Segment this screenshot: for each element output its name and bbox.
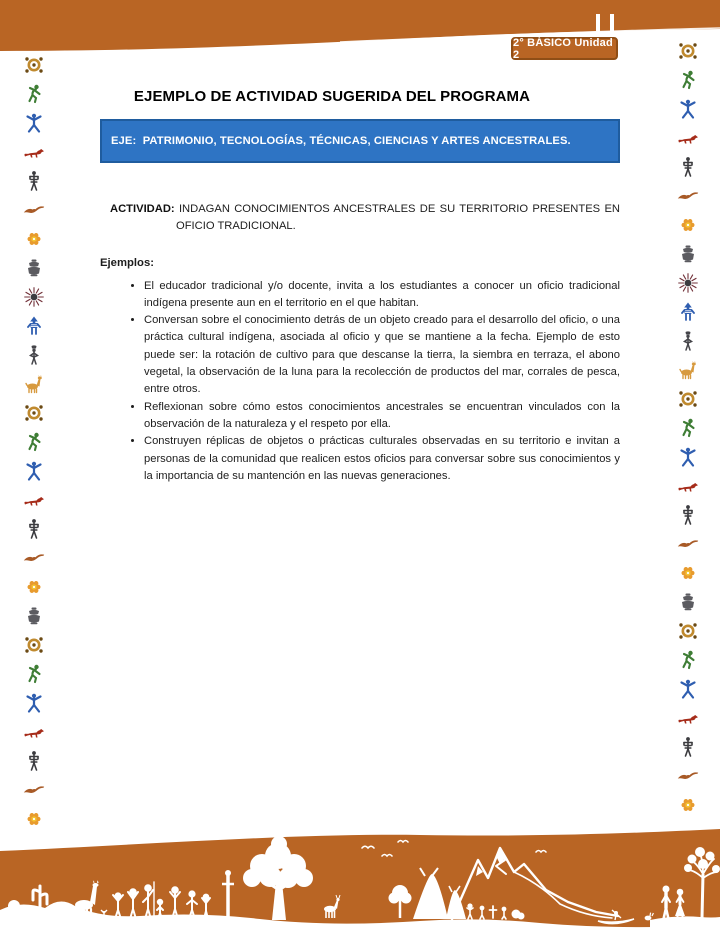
flower-icon — [677, 214, 699, 236]
sun-cross-icon — [23, 402, 45, 424]
condor-icon — [677, 765, 699, 787]
fox-icon — [677, 475, 699, 497]
activity-label: ACTIVIDAD: — [110, 203, 175, 215]
jar-carrier-icon — [677, 330, 699, 352]
flower-icon — [23, 808, 45, 830]
dancer-icon — [677, 417, 699, 439]
flower-icon — [23, 576, 45, 598]
activity-statement — [110, 201, 620, 236]
condor-icon — [23, 547, 45, 569]
llama-icon — [23, 373, 45, 395]
anthropomorph-icon — [23, 692, 45, 714]
sun-star-icon — [23, 286, 45, 308]
person-icon — [677, 156, 699, 178]
flower-icon — [23, 228, 45, 250]
examples-label: Ejemplos: — [100, 256, 154, 269]
jar-carrier-icon — [23, 344, 45, 366]
fox-icon — [677, 707, 699, 729]
sun-star-icon — [677, 272, 699, 294]
fox-icon — [23, 489, 45, 511]
fox-icon — [23, 141, 45, 163]
anthropomorph-icon — [677, 678, 699, 700]
footer-landscape — [0, 826, 720, 932]
anthropomorph-hat-icon — [677, 301, 699, 323]
person-icon — [23, 170, 45, 192]
sun-cross-icon — [677, 40, 699, 62]
dancer-icon — [677, 69, 699, 91]
sun-cross-icon — [677, 620, 699, 642]
anthropomorph-icon — [23, 460, 45, 482]
person-icon — [677, 504, 699, 526]
sun-cross-icon — [677, 388, 699, 410]
dancer-icon — [23, 83, 45, 105]
condor-icon — [677, 185, 699, 207]
eje-banner — [100, 119, 620, 163]
condor-icon — [23, 779, 45, 801]
person-icon — [23, 750, 45, 772]
fox-icon — [677, 127, 699, 149]
page-title: EJEMPLO DE ACTIVIDAD SUGERIDA DEL PROGRAMA — [133, 88, 531, 105]
examples-list — [100, 278, 620, 486]
vase-icon — [677, 591, 699, 613]
fox-icon — [23, 721, 45, 743]
main-content — [100, 0, 620, 485]
example-item: • Conversan sobre el conocimiento detrás de un objeto creado para el desarrollo del oficio, o una práctica cultural indígena, asociada al oficio y que se mantiene a la fecha. Ejemplo de esto puede ser: la rotación de cultivo para que descanse la tierra, la siembra en terraza, el abono vegetal, la observación de la luna para la recolección de productos del mar, corrales de pesca, entre otros. — [144, 312, 620, 398]
right-icon-column — [677, 40, 699, 816]
dancer-icon — [23, 663, 45, 685]
vase-icon — [677, 243, 699, 265]
llama-icon — [677, 359, 699, 381]
dancer-icon — [677, 649, 699, 671]
activity-text: INDAGAN CONOCIMIENTOS ANCESTRALES DE SU TERRITORIO PRESENTES EN OFICIO TRADICIONAL. — [176, 203, 620, 233]
condor-icon — [677, 533, 699, 555]
condor-icon — [23, 199, 45, 221]
sun-cross-icon — [23, 54, 45, 76]
anthropomorph-icon — [677, 98, 699, 120]
vase-icon — [23, 257, 45, 279]
eje-banner-label: EJE: PATRIMONIO, TECNOLOGÍAS, TÉCNICAS, CIENCIAS Y ARTES ANCESTRALES. — [111, 135, 571, 147]
anthropomorph-hat-icon — [23, 315, 45, 337]
flower-icon — [677, 562, 699, 584]
person-icon — [677, 736, 699, 758]
example-item: • Reflexionan sobre cómo estos conocimientos ancestrales se encuentran vinculados con la observación de la naturaleza y el respeto por ella. — [144, 399, 620, 434]
vase-icon — [23, 605, 45, 627]
person-icon — [23, 518, 45, 540]
flower-icon — [677, 794, 699, 816]
left-icon-column — [23, 54, 45, 830]
anthropomorph-icon — [677, 446, 699, 468]
anthropomorph-icon — [23, 112, 45, 134]
dancer-icon — [23, 431, 45, 453]
example-item: • El educador tradicional y/o docente, invita a los estudiantes a conocer un oficio tradicional indígena presente aun en el territorio en el que habitan. — [144, 278, 620, 313]
sun-cross-icon — [23, 634, 45, 656]
unit-badge: 2° BÁSICO Unidad 2 — [511, 37, 618, 60]
example-item: • Construyen réplicas de objetos o prácticas culturales observadas en su territorio e invitan a personas de la comunidad que realicen estos oficios para conversar sobre sus conocimientos y la importancia de su mantención en las nuevas generaciones. — [144, 433, 620, 485]
